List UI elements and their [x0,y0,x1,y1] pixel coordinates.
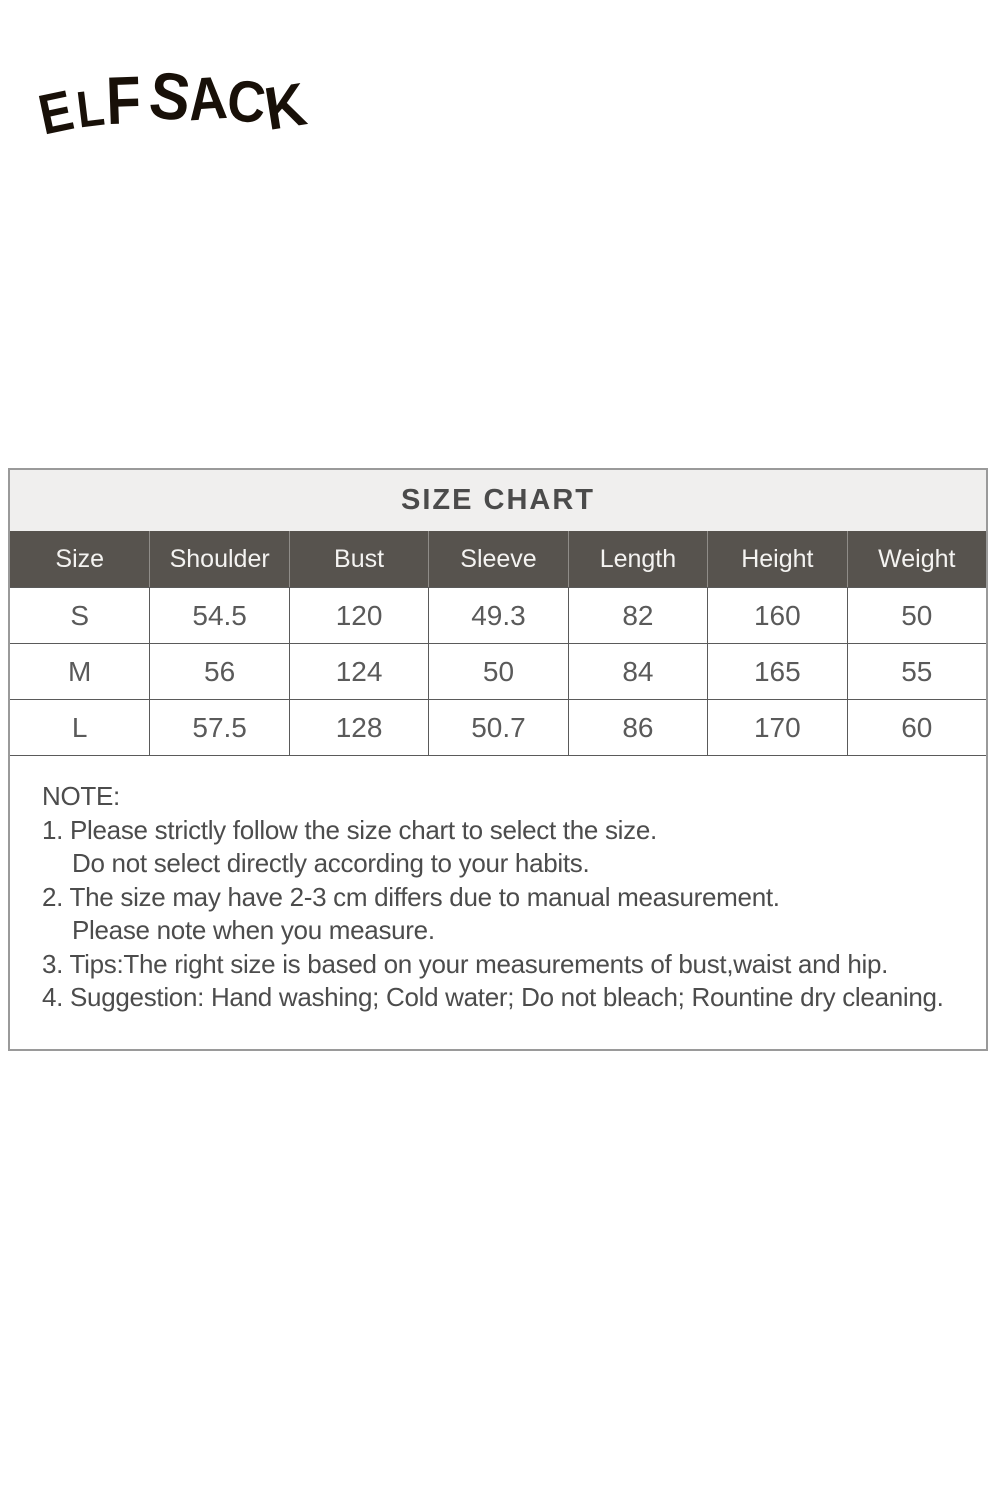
cell-size: M [10,643,149,699]
cell-size: L [10,699,149,755]
cell-length: 86 [568,699,707,755]
note-line: Do not select directly according to your habits. [72,848,590,878]
cell-sleeve: 49.3 [428,587,567,643]
elfsack-logo [33,42,311,148]
cell-height: 160 [707,587,846,643]
cell-bust: 128 [289,699,428,755]
column-header-height: Height [707,531,846,587]
size-chart-panel [8,468,988,1051]
column-header-sleeve: Sleeve [428,531,567,587]
cell-size: S [10,587,149,643]
logo-letter: K [260,70,311,144]
cell-shoulder: 56 [149,643,288,699]
size-chart-header-row [10,531,986,587]
column-header-bust: Bust [289,531,428,587]
cell-weight: 60 [847,699,986,755]
note-line: 4. Suggestion: Hand washing; Cold water; Do not bleach; Rountine dry cleaning. [42,982,944,1012]
size-chart-title: SIZE CHART [10,470,986,531]
note-line: Please note when you measure. [72,915,435,945]
table-row-size-m [10,643,986,699]
cell-weight: 50 [847,587,986,643]
cell-weight: 55 [847,643,986,699]
cell-length: 84 [568,643,707,699]
note-heading: NOTE: [42,781,120,811]
cell-bust: 124 [289,643,428,699]
column-header-shoulder: Shoulder [149,531,288,587]
column-header-size: Size [55,544,105,573]
cell-shoulder: 57.5 [149,699,288,755]
logo-letter: F [104,62,143,140]
column-header-length: Length [568,531,707,587]
note-line: 3. Tips:The right size is based on your measurements of bust,waist and hip. [42,948,889,979]
logo-letter: S [145,58,195,136]
logo-letter: A [185,64,230,134]
cell-height: 170 [707,699,846,755]
cell-bust: 120 [289,587,428,643]
note-section [10,755,986,1049]
logo-letter: L [73,79,108,139]
column-header-weight: Weight [847,531,986,587]
logo-letter: E [33,78,79,148]
table-row-size-l [10,699,986,755]
cell-sleeve: 50 [428,643,567,699]
logo-letter: C [224,68,269,136]
cell-length: 82 [568,587,707,643]
note-line: 1. Please strictly follow the size chart to select the size. [42,814,657,845]
cell-shoulder: 54.5 [149,587,288,643]
table-row-size-s [10,587,986,643]
cell-sleeve: 50.7 [428,699,567,755]
cell-height: 165 [707,643,846,699]
note-line: 2. The size may have 2-3 cm differs due to manual measurement. [42,881,780,912]
